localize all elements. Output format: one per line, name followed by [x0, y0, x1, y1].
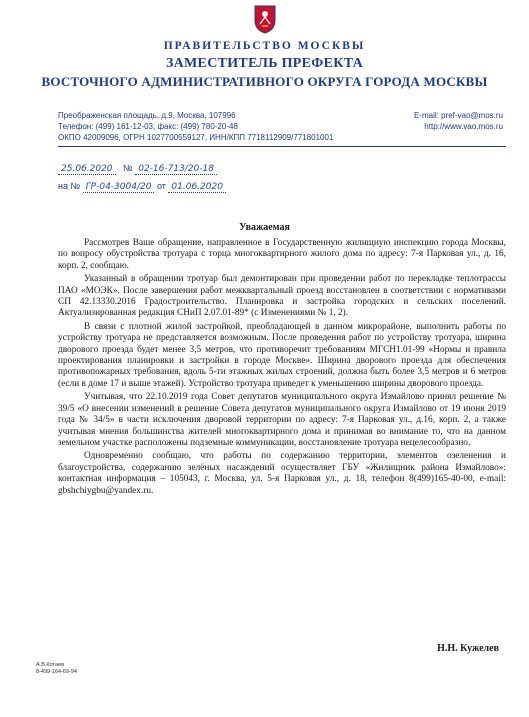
- signature-name: Н.Н. Кужелев: [437, 643, 499, 654]
- moscow-coat-of-arms-icon: [253, 4, 277, 34]
- reference-prefix: на №: [58, 181, 81, 191]
- paragraph: Указанный в обращении тротуар был демонтирован при проведении работ по перекладке теплотрассы ПАО «МОЭК». После завершения работ межквартальный проезд восстановлен в соответствии с нормативами СП 42.13330.2016 Градостроительство. Планировка и застройка городских и сельских поселений. Актуализированная редакция СНиП 2.07.01-89* (с Изменениями № 1, 2).: [58, 274, 506, 319]
- registration-number-label: №: [123, 163, 133, 173]
- contact-website[interactable]: http://www.vao.mos.ru: [424, 122, 503, 131]
- greeting: Уважаемая: [239, 222, 290, 233]
- header-government: ПРАВИТЕЛЬСТВО МОСКВЫ: [163, 40, 366, 52]
- reference-line: [58, 181, 226, 192]
- paragraph: В связи с плотной жилой застройкой, преобладающей в данном микрорайоне, выполнить работы по устройству тротуара не представляется возможным. После проведения работ по устройству тротуара, ширина дворового проезда будет менее 3,5 метров, что противоречит требованиям МГСН1.01-99 «Нормы и правила проектирования планировки и застройки в городе Москве». Ширина дворового проезда для обеспечения противопожарных требования, вдоль 5-ти этажных жилых строений, должна быть более 3,5 метров и 6 метров (если в доме 17 и выше этажей). Устройство тротуара приведет к уменьшению ширины дворового проезда.: [58, 321, 506, 389]
- header-district: ВОСТОЧНОГО АДМИНИСТРАТИВНОГО ОКРУГА ГОРОДА МОСКВЫ: [41, 74, 488, 89]
- executor-info: [36, 662, 77, 676]
- contact-email: E-mail: pref-vao@mos.ru: [413, 111, 503, 120]
- executor-phone: 8-499-164-69-94: [36, 669, 77, 675]
- contact-ids: ОКПО 42009096, ОГРН 1027700559127, ИНН/КПП 7718112909/771801001: [58, 133, 334, 142]
- paragraph: Одновременно сообщаю, что работы по содержанию территории, элементов озеленения и благоустройства, содержанию зелёных насаждений осуществляет ГБУ «Жилищник района Измайлово»: контактная информация – 105043, г. Москва, ул. 5-я Парковая ул., д. 18, телефон 8(499)165-40-00, e-mail: gbshchiygbu@yandex.ru.: [58, 451, 506, 496]
- contact-phone: Телефон: (499) 161-12-03, факс: (499) 780-20-48: [58, 122, 238, 131]
- registration-line: [58, 163, 217, 174]
- executor-name: А.В.Котаев: [36, 662, 65, 668]
- registration-number: 02-16-713/20-18: [135, 164, 217, 175]
- header-divider: [58, 146, 506, 147]
- contacts-left: [58, 110, 333, 143]
- contacts-right: [414, 110, 503, 132]
- paragraph: Рассмотрев Ваше обращение, направленное в Государственную жилищную инспекцию города Москвы, по вопросу обустройства тротуара с торца многоквартирного жилого дома по адресу: 7-я Парковая ул., д. 16, корп. 2, сообщаю.: [58, 238, 506, 271]
- contact-address: Преображенская площадь, д.9, Москва, 107996: [58, 111, 236, 120]
- letter-body: [58, 238, 506, 499]
- paragraph: Учитывая, что 22.10.2019 года Совет депутатов муниципального округа Измайлово принял решение № 39/5 «О внесении изменений в решение Совета депутатов муниципального округа Измайлово от 19 июня 2019 года № 34/5» в части исключения дворовой территории по адресу: 7-я Парковая ул., д.16, корп. 2, а также учитывая мнения большинства жителей многоквартирного дома и принимая во внимание то, что на данном земельном участке расположены подземные коммуникации, восстановление тротуара нецелесообразно.: [58, 392, 506, 448]
- header-deputy-prefect: ЗАМЕСТИТЕЛЬ ПРЕФЕКТА: [165, 56, 364, 71]
- reference-date: 01.06.2020: [168, 182, 226, 193]
- registration-date: 25.06.2020: [58, 164, 116, 175]
- reference-from: от: [156, 181, 166, 191]
- reference-number: ГР-04-3004/20: [83, 182, 155, 193]
